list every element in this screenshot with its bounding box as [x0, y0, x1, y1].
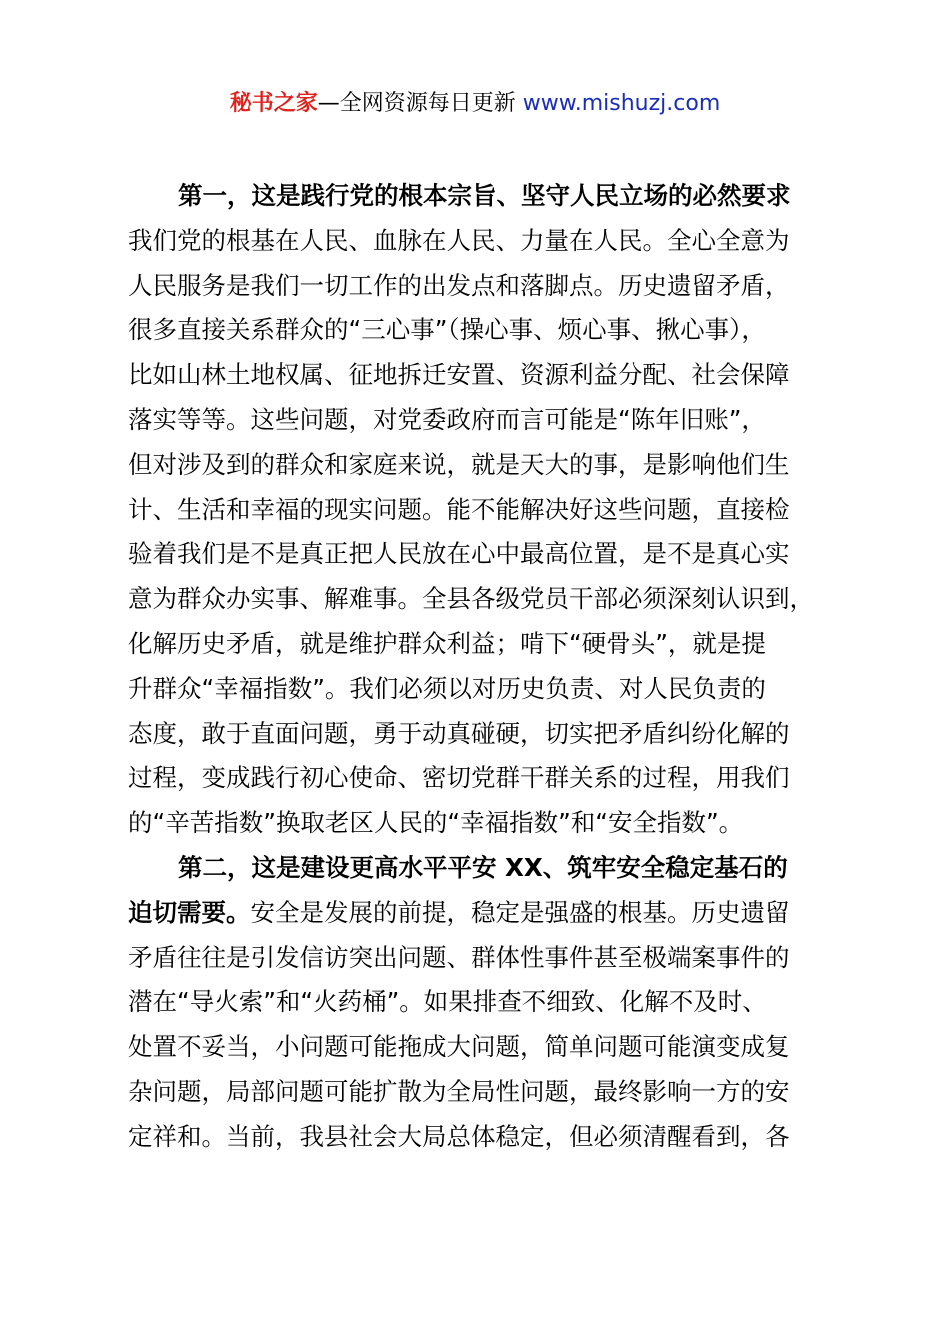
text-line	[128, 667, 848, 712]
line-text: 潜在“导火索”和“火药桶”。如果排查不细致、化解不及时、	[128, 987, 767, 1017]
text-line	[128, 443, 848, 488]
site-tagline: —全网资源每日更新	[317, 91, 523, 116]
line-text: 矛盾往往是引发信访突出问题、群体性事件甚至极端案事件的	[128, 942, 790, 972]
text-line	[128, 622, 848, 667]
paragraph-heading: 迫切需要。	[128, 897, 251, 927]
text-line	[128, 756, 848, 801]
line-text: 很多直接关系群众的“三心事”（操心事、烦心事、揪心事），	[128, 315, 766, 345]
text-line	[128, 712, 848, 757]
text-line	[128, 1025, 848, 1070]
text-line	[128, 1115, 848, 1160]
site-url-link[interactable]: www.mishuzj.com	[522, 91, 721, 116]
line-text: 过程，变成践行初心使命、密切党群干群关系的过程，用我们	[128, 763, 790, 793]
line-text: 人民服务是我们一切工作的出发点和落脚点。历史遗留矛盾，	[128, 270, 790, 300]
text-line	[128, 398, 848, 443]
site-brand: 秘书之家	[229, 91, 318, 116]
paragraph-heading: 第二，这是建设更高水平平安 XX、筑牢安全稳定基石的	[178, 852, 788, 882]
text-line	[128, 264, 848, 309]
text-line	[128, 308, 848, 353]
line-text: 比如山林土地权属、征地拆迁安置、资源利益分配、社会保障	[128, 360, 790, 390]
text-line	[128, 219, 848, 264]
line-text: 落实等等。这些问题，对党委政府而言可能是“陈年旧账”，	[128, 404, 766, 434]
line-text: 安全是发展的前提，稳定是强盛的根基。历史遗留	[250, 897, 790, 927]
text-line	[128, 980, 848, 1025]
line-text: 定祥和。当前，我县社会大局总体稳定，但必须清醒看到，各	[128, 1121, 790, 1151]
text-line	[128, 577, 848, 622]
text-line	[128, 532, 848, 577]
line-text: 意为群众办实事、解难事。全县各级党员干部必须深刻认识到，	[128, 584, 814, 614]
line-text: 验着我们是不是真正把人民放在心中最高位置，是不是真心实	[128, 539, 790, 569]
paragraph-heading: 第一，这是践行党的根本宗旨、坚守人民立场的必然要求	[178, 181, 791, 210]
line-text: 我们党的根基在人民、血脉在人民、力量在人民。全心全意为	[128, 225, 790, 255]
text-line	[128, 353, 848, 398]
text-line	[128, 936, 848, 981]
line-text: 升群众“幸福指数”。我们必须以对历史负责、对人民负责的	[128, 673, 766, 703]
text-line	[128, 488, 848, 533]
text-line	[128, 174, 848, 219]
line-text: 计、生活和幸福的现实问题。能不能解决好这些问题，直接检	[128, 494, 790, 524]
line-text: 但对涉及到的群众和家庭来说，就是天大的事，是影响他们生	[128, 449, 790, 479]
line-text: 杂问题，局部问题可能扩散为全局性问题，最终影响一方的安	[128, 1076, 790, 1106]
text-line	[128, 846, 848, 891]
text-line	[128, 801, 848, 846]
line-text: 态度，敢于直面问题，勇于动真碰硬，切实把矛盾纠纷化解的	[128, 718, 790, 748]
document-body	[128, 174, 848, 1160]
line-text: 的“辛苦指数”换取老区人民的“幸福指数”和“安全指数”。	[128, 808, 744, 838]
site-header	[0, 88, 950, 120]
text-line	[128, 891, 848, 936]
line-text: 化解历史矛盾，就是维护群众利益；啃下“硬骨头”，就是提	[128, 628, 766, 658]
text-line	[128, 1070, 848, 1115]
line-text: 处置不妥当，小问题可能拖成大问题，简单问题可能演变成复	[128, 1032, 790, 1062]
